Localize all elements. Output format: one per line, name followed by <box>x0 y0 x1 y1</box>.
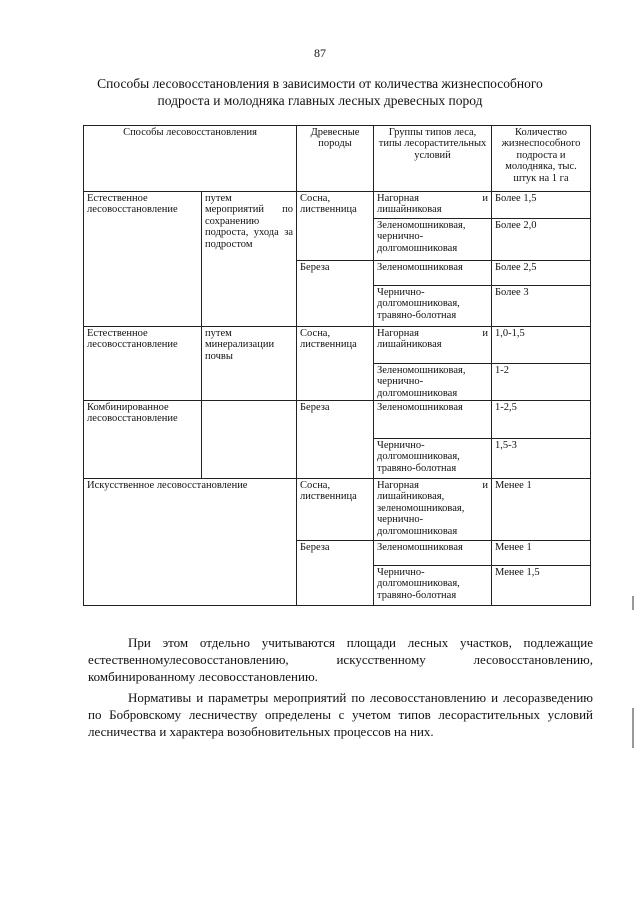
group-cell: Зеленомошниковая <box>374 261 492 286</box>
species-pine-larch-1: Сосна, лиственница <box>297 192 374 261</box>
species-pine-larch-2: Сосна, лиственница <box>297 327 374 401</box>
header-methods: Способы лесовосстановления <box>84 126 297 192</box>
group-cell: Чернично-долгомошниковая, травяно-болотная <box>374 439 492 479</box>
quantity-cell: Более 1,5 <box>492 192 591 219</box>
quantity-cell: Менее 1 <box>492 479 591 541</box>
method-natural-2: Естественное лесовосстановление <box>84 327 202 401</box>
quantity-cell: 1,0-1,5 <box>492 327 591 364</box>
quantity-cell: Менее 1 <box>492 541 591 566</box>
paragraph-2-text: Нормативы и параметры мероприятий по лесовосстановлению и лесоразведению по Бобровскому лесничеству определены с учетом типов лесорастительных условий лесничества и характера возобновительных процессов на них. <box>88 690 593 739</box>
species-birch-2: Береза <box>297 401 374 479</box>
quantity-cell: 1-2 <box>492 364 591 401</box>
group-cell: Нагорная и лишайниковая <box>374 327 492 364</box>
quantity-cell: Менее 1,5 <box>492 566 591 606</box>
group-cell: Зеленомошниковая, чернично-долгомошниковая <box>374 219 492 261</box>
paragraph-1 <box>88 634 593 685</box>
species-birch-1: Береза <box>297 261 374 327</box>
table-row <box>84 401 591 439</box>
group-cell: Нагорная и лишайниковая <box>374 192 492 219</box>
title-line-2: подроста и молодняка главных лесных древесных пород <box>157 93 483 108</box>
quantity-cell: 1,5-3 <box>492 439 591 479</box>
page-number: 87 <box>314 46 326 60</box>
page-title <box>60 75 580 109</box>
table-header-row <box>84 126 591 192</box>
group-cell: Нагорная и лишайниковая, зеленомошниковая, чернично-долгомошниковая <box>374 479 492 541</box>
method-detail-1: путем мероприятий по сохранению подроста, ухода за подростом <box>202 192 297 327</box>
table-row <box>84 327 591 364</box>
header-species: Древесные породы <box>297 126 374 192</box>
quantity-cell: Более 2,5 <box>492 261 591 286</box>
reforestation-table <box>83 125 591 606</box>
scan-edge-mark <box>632 596 634 610</box>
method-artificial: Искусственное лесовосстановление <box>84 479 297 606</box>
group-cell: Зеленомошниковая <box>374 541 492 566</box>
scan-edge-mark <box>632 708 634 748</box>
group-cell: Чернично-долгомошниковая, травяно-болотная <box>374 286 492 327</box>
method-combined: Комбинированное лесовосстановление <box>84 401 202 479</box>
quantity-cell: Более 2,0 <box>492 219 591 261</box>
group-cell: Зеленомошниковая <box>374 401 492 439</box>
method-combined-blank <box>202 401 297 479</box>
table-row <box>84 479 591 541</box>
paragraph-2 <box>88 689 593 740</box>
species-birch-3: Береза <box>297 541 374 606</box>
method-detail-2: путем минерализации почвы <box>202 327 297 401</box>
group-cell: Чернично-долгомошниковая, травяно-болотная <box>374 566 492 606</box>
species-pine-larch-3: Сосна, лиственница <box>297 479 374 541</box>
group-cell: Зеленомошниковая, чернично-долгомошниковая <box>374 364 492 401</box>
quantity-cell: Более 3 <box>492 286 591 327</box>
table-row <box>84 192 591 219</box>
method-natural-1: Естественное лесовосстановление <box>84 192 202 327</box>
quantity-cell: 1-2,5 <box>492 401 591 439</box>
title-line-1: Способы лесовосстановления в зависимости от количества жизнеспособного <box>97 76 543 91</box>
header-quantity: Количество жизнеспособного подроста и молодняка, тыс. штук на 1 га <box>492 126 591 192</box>
paragraph-1-text: При этом отдельно учитываются площади лесных участков, подлежащие естественномулесовосстановлению, искусственному лесовосстановлению, комбинированному лесовосстановлению. <box>88 635 593 684</box>
header-groups: Группы типов леса, типы лесорастительных условий <box>374 126 492 192</box>
